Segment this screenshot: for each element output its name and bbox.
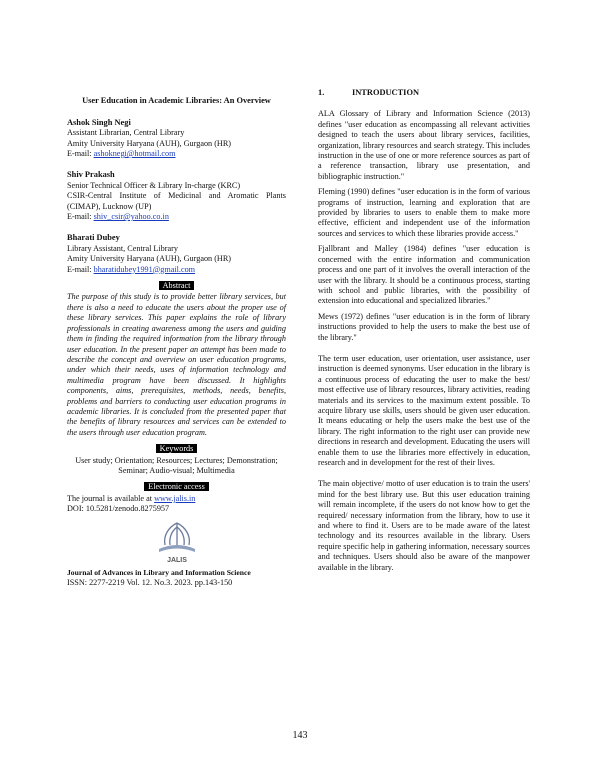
page-number: 143: [292, 730, 308, 741]
abstract-label-text: Abstract: [159, 281, 195, 290]
author-email-link[interactable]: shiv_csir@yahoo.co.in: [93, 212, 169, 222]
journal-url-link[interactable]: www.jalis.in: [154, 493, 196, 503]
author-email-link[interactable]: bharatidubey1991@gmail.com: [93, 264, 196, 274]
journal-issn: ISSN: 2277-2219 Vol. 12. No.3. 2023. pp.143-150: [67, 578, 233, 588]
paper-title: User Education in Academic Libraries: An Overview: [82, 96, 271, 105]
intro-paragraph: Fleming (1990) defines "user education is in the form of various programs of instruction, learning and exploration that are provided by libraries to users to enable them to make more effective, efficient and independent use of the information sources and services to which these libraries provide access.": [318, 187, 530, 238]
doi: DOI: 10.5281/zenodo.8275957: [67, 504, 170, 514]
access-info: [67, 494, 286, 515]
journal-name: Journal of Advances in Library and Information Science: [67, 567, 251, 577]
section-title: INTRODUCTION: [352, 88, 420, 97]
logo-text: JALIS: [166, 556, 187, 564]
section-number: 1.: [318, 88, 325, 97]
intro-paragraph: ALA Glossary of Library and Information Science (2013) defines "user education as encompassing all relevant activities designed to teach the users about library services, facilities, organization, library resources and search strategy. This includes instruction in the use of one or more reference sources as part of a reference transaction, library use presentation, and bibliographic instruction.": [318, 109, 530, 181]
author-name: Bharati Dubey: [67, 233, 120, 243]
author-email-line: [67, 265, 286, 275]
jalis-logo: [67, 517, 286, 567]
left-column: [67, 96, 286, 588]
jalis-logo-icon: [147, 517, 207, 567]
author-email-line: [67, 212, 286, 222]
author-affiliation: CSIR-Central Institute of Medicinal and Aromatic Plants (CIMAP), Lucknow (UP): [67, 191, 286, 211]
intro-paragraph: The main objective/ motto of user education is to train the users' mind for the best library use. But this user education training will remain incomplete, if the users do not know how to get the required/ necessary information from the library, how to use it and where to find it. Users are to be made aware of the latest technology and its resources available in the library. Users require specific help in gathering information, necessary sources and techniques. Users should also be aware of the manpower available in the library.: [318, 479, 530, 572]
intro-paragraph: The term user education, user orientation, user assistance, user instruction is deemed synonyms. User education in the library is a continuous process of educating the user to make the best/ most effective use of library resources, library activities, reading materials and its services to the maximum extent possible. To acquire library use skills, users should be given user education. It means educating or help the users make the best use of the library. The right information to the right user can provide new directions in research and development. Educating the users will enable them to use the libraries more effectively in education, research and in development for the rest of their lives.: [318, 353, 530, 467]
right-column: [318, 88, 530, 578]
introduction-heading: [318, 88, 530, 98]
author-block: [67, 118, 286, 160]
author-email-line: [67, 149, 286, 159]
intro-paragraph: Fjallbrant and Malley (1984) defines "user education is concerned with the entire information and communication process and one part of it involves the overall interaction of the user with the library. It should be a continuous process, starting with school and public libraries, with the possibility of extension into educational and specialized libraries.": [318, 244, 530, 306]
intro-paragraph: Mews (1972) defines "user education is in the form of library instructions provided to help the users to make the best use of the library.": [318, 311, 530, 342]
author-affiliation: Assistant Librarian, Central Library: [67, 128, 185, 138]
author-affiliation: Library Assistant, Central Library: [67, 243, 178, 253]
author-name: Shiv Prakash: [67, 170, 115, 180]
author-affiliation: Amity University Haryana (AUH), Gurgaon (HR): [67, 138, 232, 148]
author-block: [67, 233, 286, 275]
keywords-label: [67, 444, 286, 454]
author-name: Ashok Singh Negi: [67, 117, 131, 127]
abstract-label: [67, 281, 286, 291]
author-email-link[interactable]: ashoknegi@hotmail.com: [93, 149, 176, 159]
availability-line: [67, 494, 286, 504]
email-label: E-mail:: [67, 149, 92, 159]
keywords-text: User study; Orientation; Resources; Lectures; Demonstration; Seminar; Audio-visual; Multimedia: [75, 455, 278, 475]
author-affiliation: Senior Technical Officer & Library In-charge (KRC): [67, 180, 241, 190]
email-label: E-mail:: [67, 264, 92, 274]
abstract-text: The purpose of this study is to provide better library services, but there is also a need to educate the users about the proper use of these library services. This paper explains the role of library professionals in creating awareness among the users and guiding them in finding the required information from the library through user education. In the present paper an attempt has been made to describe the concept and overview on user education programs, under which their needs, uses of information technology and multimedia program have been discussed. It highlights components, aims, prerequisites, methods, needs, benefits, problems and barriers to conducting user education programs in academic libraries. It is concluded from the presented paper that the benefits of library resources and services can be extended to the users through user education program.: [67, 292, 286, 437]
availability-text: The journal is available at: [67, 493, 153, 503]
keywords-label-text: Keywords: [156, 444, 198, 453]
access-label: [67, 482, 286, 492]
author-affiliation: Amity University Haryana (AUH), Gurgaon (HR): [67, 254, 232, 264]
author-block: [67, 170, 286, 222]
access-label-text: Electronic access: [144, 482, 209, 491]
email-label: E-mail:: [67, 212, 92, 222]
